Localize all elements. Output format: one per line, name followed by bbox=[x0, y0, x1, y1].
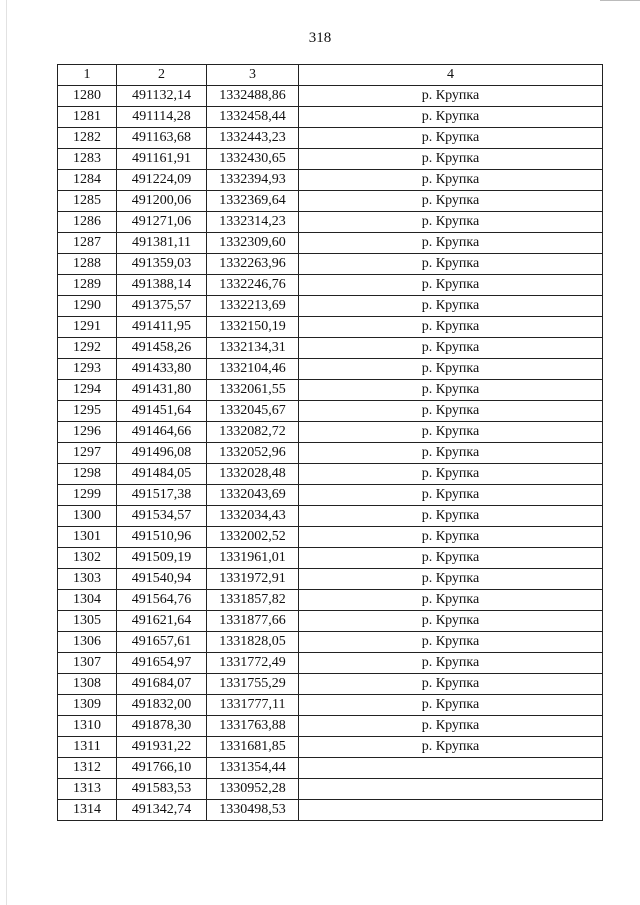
y-coordinate-cell: 1330952,28 bbox=[207, 779, 299, 800]
table-row bbox=[58, 443, 603, 464]
table-row bbox=[58, 464, 603, 485]
y-coordinate-cell: 1330498,53 bbox=[207, 800, 299, 821]
description-cell: р. Крупка bbox=[299, 674, 603, 695]
x-coordinate-cell: 491433,80 bbox=[117, 359, 207, 380]
point-number-cell: 1308 bbox=[58, 674, 117, 695]
x-coordinate-cell: 491388,14 bbox=[117, 275, 207, 296]
point-number-cell: 1285 bbox=[58, 191, 117, 212]
scan-margin-line bbox=[6, 0, 7, 905]
y-coordinate-cell: 1331877,66 bbox=[207, 611, 299, 632]
y-coordinate-cell: 1332394,93 bbox=[207, 170, 299, 191]
point-number-cell: 1287 bbox=[58, 233, 117, 254]
point-number-cell: 1313 bbox=[58, 779, 117, 800]
y-coordinate-cell: 1332488,86 bbox=[207, 86, 299, 107]
point-number-cell: 1281 bbox=[58, 107, 117, 128]
table-row bbox=[58, 653, 603, 674]
y-coordinate-cell: 1332043,69 bbox=[207, 485, 299, 506]
y-coordinate-cell: 1331961,01 bbox=[207, 548, 299, 569]
x-coordinate-cell: 491654,97 bbox=[117, 653, 207, 674]
y-coordinate-cell: 1332061,55 bbox=[207, 380, 299, 401]
table-row bbox=[58, 149, 603, 170]
x-coordinate-cell: 491684,07 bbox=[117, 674, 207, 695]
x-coordinate-cell: 491484,05 bbox=[117, 464, 207, 485]
x-coordinate-cell: 491510,96 bbox=[117, 527, 207, 548]
description-cell bbox=[299, 800, 603, 821]
table-header-row bbox=[58, 65, 603, 86]
y-coordinate-cell: 1332104,46 bbox=[207, 359, 299, 380]
description-cell: р. Крупка bbox=[299, 401, 603, 422]
y-coordinate-cell: 1332150,19 bbox=[207, 317, 299, 338]
x-coordinate-cell: 491509,19 bbox=[117, 548, 207, 569]
column-header-3: 3 bbox=[207, 65, 299, 86]
point-number-cell: 1292 bbox=[58, 338, 117, 359]
y-coordinate-cell: 1332263,96 bbox=[207, 254, 299, 275]
y-coordinate-cell: 1332369,64 bbox=[207, 191, 299, 212]
point-number-cell: 1296 bbox=[58, 422, 117, 443]
x-coordinate-cell: 491381,11 bbox=[117, 233, 207, 254]
x-coordinate-cell: 491163,68 bbox=[117, 128, 207, 149]
description-cell: р. Крупка bbox=[299, 191, 603, 212]
point-number-cell: 1282 bbox=[58, 128, 117, 149]
table-row bbox=[58, 191, 603, 212]
x-coordinate-cell: 491114,28 bbox=[117, 107, 207, 128]
point-number-cell: 1283 bbox=[58, 149, 117, 170]
description-cell: р. Крупка bbox=[299, 632, 603, 653]
x-coordinate-cell: 491583,53 bbox=[117, 779, 207, 800]
point-number-cell: 1286 bbox=[58, 212, 117, 233]
column-header-4: 4 bbox=[299, 65, 603, 86]
y-coordinate-cell: 1332034,43 bbox=[207, 506, 299, 527]
point-number-cell: 1311 bbox=[58, 737, 117, 758]
table-row bbox=[58, 548, 603, 569]
table-row bbox=[58, 590, 603, 611]
y-coordinate-cell: 1332134,31 bbox=[207, 338, 299, 359]
x-coordinate-cell: 491224,09 bbox=[117, 170, 207, 191]
point-number-cell: 1303 bbox=[58, 569, 117, 590]
description-cell: р. Крупка bbox=[299, 695, 603, 716]
x-coordinate-cell: 491540,94 bbox=[117, 569, 207, 590]
y-coordinate-cell: 1331857,82 bbox=[207, 590, 299, 611]
point-number-cell: 1298 bbox=[58, 464, 117, 485]
y-coordinate-cell: 1332002,52 bbox=[207, 527, 299, 548]
description-cell: р. Крупка bbox=[299, 464, 603, 485]
description-cell: р. Крупка bbox=[299, 485, 603, 506]
y-coordinate-cell: 1331681,85 bbox=[207, 737, 299, 758]
table-row bbox=[58, 737, 603, 758]
point-number-cell: 1289 bbox=[58, 275, 117, 296]
table-row bbox=[58, 212, 603, 233]
table-row bbox=[58, 695, 603, 716]
x-coordinate-cell: 491621,64 bbox=[117, 611, 207, 632]
table-row bbox=[58, 128, 603, 149]
description-cell: р. Крупка bbox=[299, 212, 603, 233]
y-coordinate-cell: 1331772,49 bbox=[207, 653, 299, 674]
table-row bbox=[58, 380, 603, 401]
table-row bbox=[58, 611, 603, 632]
point-number-cell: 1280 bbox=[58, 86, 117, 107]
x-coordinate-cell: 491342,74 bbox=[117, 800, 207, 821]
point-number-cell: 1295 bbox=[58, 401, 117, 422]
y-coordinate-cell: 1332082,72 bbox=[207, 422, 299, 443]
x-coordinate-cell: 491200,06 bbox=[117, 191, 207, 212]
table-row bbox=[58, 716, 603, 737]
table-row bbox=[58, 170, 603, 191]
table-row bbox=[58, 86, 603, 107]
x-coordinate-cell: 491431,80 bbox=[117, 380, 207, 401]
x-coordinate-cell: 491657,61 bbox=[117, 632, 207, 653]
point-number-cell: 1310 bbox=[58, 716, 117, 737]
description-cell: р. Крупка bbox=[299, 338, 603, 359]
point-number-cell: 1312 bbox=[58, 758, 117, 779]
table-row bbox=[58, 275, 603, 296]
description-cell: р. Крупка bbox=[299, 149, 603, 170]
y-coordinate-cell: 1331972,91 bbox=[207, 569, 299, 590]
y-coordinate-cell: 1332309,60 bbox=[207, 233, 299, 254]
point-number-cell: 1305 bbox=[58, 611, 117, 632]
description-cell: р. Крупка bbox=[299, 422, 603, 443]
point-number-cell: 1299 bbox=[58, 485, 117, 506]
table-row bbox=[58, 401, 603, 422]
description-cell: р. Крупка bbox=[299, 233, 603, 254]
description-cell: р. Крупка bbox=[299, 296, 603, 317]
y-coordinate-cell: 1331763,88 bbox=[207, 716, 299, 737]
table-row bbox=[58, 800, 603, 821]
x-coordinate-cell: 491271,06 bbox=[117, 212, 207, 233]
y-coordinate-cell: 1332045,67 bbox=[207, 401, 299, 422]
scan-edge-line bbox=[600, 0, 640, 1]
table-row bbox=[58, 758, 603, 779]
table-row bbox=[58, 506, 603, 527]
y-coordinate-cell: 1332246,76 bbox=[207, 275, 299, 296]
description-cell: р. Крупка bbox=[299, 275, 603, 296]
table-row bbox=[58, 317, 603, 338]
y-coordinate-cell: 1331755,29 bbox=[207, 674, 299, 695]
y-coordinate-cell: 1332314,23 bbox=[207, 212, 299, 233]
table-row bbox=[58, 569, 603, 590]
y-coordinate-cell: 1332458,44 bbox=[207, 107, 299, 128]
y-coordinate-cell: 1332052,96 bbox=[207, 443, 299, 464]
x-coordinate-cell: 491132,14 bbox=[117, 86, 207, 107]
x-coordinate-cell: 491375,57 bbox=[117, 296, 207, 317]
y-coordinate-cell: 1331354,44 bbox=[207, 758, 299, 779]
x-coordinate-cell: 491161,91 bbox=[117, 149, 207, 170]
x-coordinate-cell: 491766,10 bbox=[117, 758, 207, 779]
point-number-cell: 1301 bbox=[58, 527, 117, 548]
x-coordinate-cell: 491931,22 bbox=[117, 737, 207, 758]
point-number-cell: 1309 bbox=[58, 695, 117, 716]
point-number-cell: 1284 bbox=[58, 170, 117, 191]
y-coordinate-cell: 1332213,69 bbox=[207, 296, 299, 317]
description-cell bbox=[299, 758, 603, 779]
table-row bbox=[58, 338, 603, 359]
x-coordinate-cell: 491359,03 bbox=[117, 254, 207, 275]
point-number-cell: 1307 bbox=[58, 653, 117, 674]
description-cell: р. Крупка bbox=[299, 590, 603, 611]
column-header-1: 1 bbox=[58, 65, 117, 86]
x-coordinate-cell: 491564,76 bbox=[117, 590, 207, 611]
x-coordinate-cell: 491451,64 bbox=[117, 401, 207, 422]
description-cell: р. Крупка bbox=[299, 380, 603, 401]
x-coordinate-cell: 491496,08 bbox=[117, 443, 207, 464]
table-row bbox=[58, 527, 603, 548]
description-cell: р. Крупка bbox=[299, 86, 603, 107]
description-cell: р. Крупка bbox=[299, 611, 603, 632]
x-coordinate-cell: 491464,66 bbox=[117, 422, 207, 443]
table-row bbox=[58, 779, 603, 800]
y-coordinate-cell: 1332028,48 bbox=[207, 464, 299, 485]
point-number-cell: 1293 bbox=[58, 359, 117, 380]
point-number-cell: 1294 bbox=[58, 380, 117, 401]
table-row bbox=[58, 233, 603, 254]
x-coordinate-cell: 491411,95 bbox=[117, 317, 207, 338]
y-coordinate-cell: 1332443,23 bbox=[207, 128, 299, 149]
y-coordinate-cell: 1332430,65 bbox=[207, 149, 299, 170]
description-cell: р. Крупка bbox=[299, 359, 603, 380]
description-cell: р. Крупка bbox=[299, 527, 603, 548]
x-coordinate-cell: 491832,00 bbox=[117, 695, 207, 716]
description-cell: р. Крупка bbox=[299, 653, 603, 674]
y-coordinate-cell: 1331828,05 bbox=[207, 632, 299, 653]
point-number-cell: 1302 bbox=[58, 548, 117, 569]
description-cell: р. Крупка bbox=[299, 170, 603, 191]
table-row bbox=[58, 107, 603, 128]
x-coordinate-cell: 491458,26 bbox=[117, 338, 207, 359]
point-number-cell: 1290 bbox=[58, 296, 117, 317]
description-cell: р. Крупка bbox=[299, 569, 603, 590]
description-cell: р. Крупка bbox=[299, 254, 603, 275]
table-row bbox=[58, 674, 603, 695]
point-number-cell: 1314 bbox=[58, 800, 117, 821]
table-body bbox=[58, 86, 603, 821]
page-number: 318 bbox=[308, 30, 332, 46]
description-cell: р. Крупка bbox=[299, 716, 603, 737]
x-coordinate-cell: 491534,57 bbox=[117, 506, 207, 527]
table-row bbox=[58, 254, 603, 275]
point-number-cell: 1304 bbox=[58, 590, 117, 611]
table-row bbox=[58, 485, 603, 506]
description-cell: р. Крупка bbox=[299, 107, 603, 128]
point-number-cell: 1306 bbox=[58, 632, 117, 653]
y-coordinate-cell: 1331777,11 bbox=[207, 695, 299, 716]
column-header-2: 2 bbox=[117, 65, 207, 86]
x-coordinate-cell: 491517,38 bbox=[117, 485, 207, 506]
description-cell bbox=[299, 779, 603, 800]
point-number-cell: 1300 bbox=[58, 506, 117, 527]
description-cell: р. Крупка bbox=[299, 737, 603, 758]
x-coordinate-cell: 491878,30 bbox=[117, 716, 207, 737]
point-number-cell: 1288 bbox=[58, 254, 117, 275]
table-row bbox=[58, 422, 603, 443]
coordinates-table bbox=[57, 64, 603, 821]
description-cell: р. Крупка bbox=[299, 506, 603, 527]
description-cell: р. Крупка bbox=[299, 443, 603, 464]
description-cell: р. Крупка bbox=[299, 128, 603, 149]
table-row bbox=[58, 296, 603, 317]
table-row bbox=[58, 359, 603, 380]
description-cell: р. Крупка bbox=[299, 548, 603, 569]
point-number-cell: 1291 bbox=[58, 317, 117, 338]
table-row bbox=[58, 632, 603, 653]
point-number-cell: 1297 bbox=[58, 443, 117, 464]
description-cell: р. Крупка bbox=[299, 317, 603, 338]
